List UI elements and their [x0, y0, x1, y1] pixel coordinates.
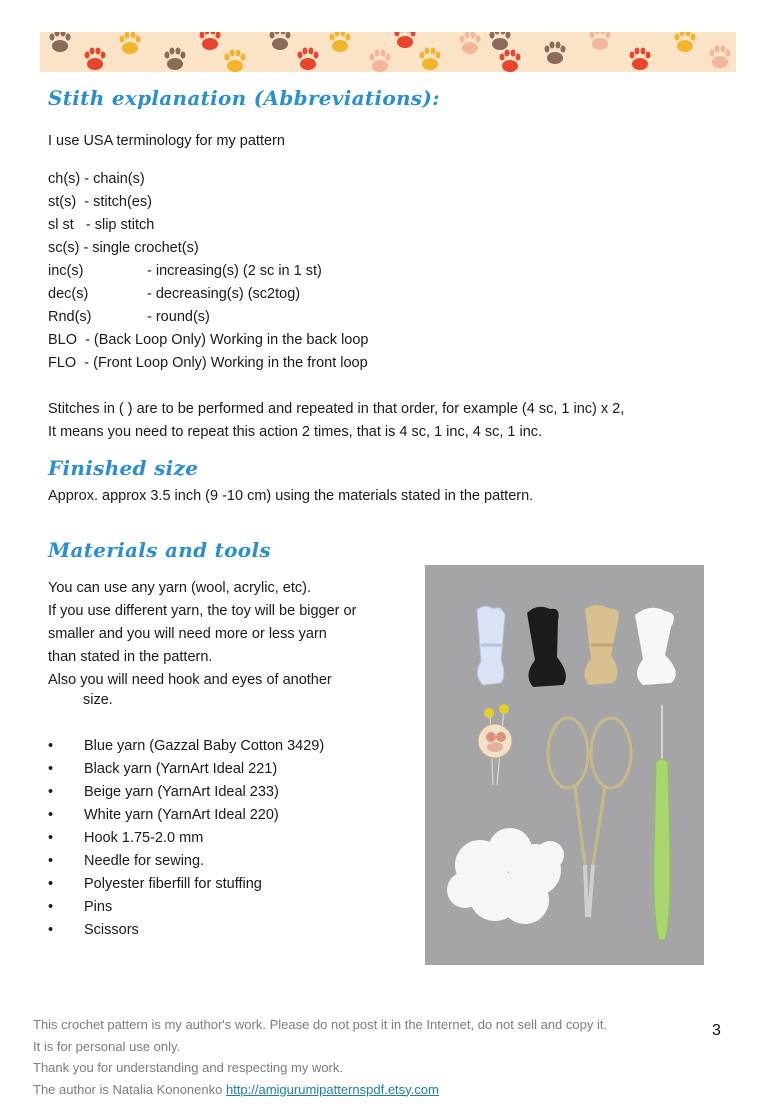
footer-line-1: This crochet pattern is my author's work. Please do not post it in the Internet, do not sell and copy it. — [33, 1017, 608, 1032]
repeat-explanation — [48, 398, 624, 444]
materials-list-item — [48, 781, 324, 804]
materials-intro — [48, 577, 398, 709]
abbr-value: - increasing(s) (2 sc in 1 st) — [147, 263, 322, 279]
repeat-line-2: It means you need to repeat this action 2 times, that is 4 sc, 1 inc, 4 sc, 1 inc. — [48, 424, 543, 440]
materials-list-item — [48, 919, 324, 942]
abbreviation-item — [48, 283, 369, 306]
paw-print-icon — [85, 48, 106, 71]
materials-heading: Materials and tools — [48, 538, 271, 562]
abbr-key: sl st — [48, 217, 74, 233]
abbreviation-list — [48, 168, 369, 375]
abbreviation-item — [48, 352, 369, 375]
paw-print-icon — [298, 48, 319, 71]
blue-yarn-skein — [477, 606, 505, 685]
paw-print-icon — [675, 32, 696, 52]
abbr-key: inc(s) — [48, 263, 84, 279]
footer-line-3: Thank you for understanding and respecting my work. — [33, 1060, 344, 1075]
bullet: • — [48, 830, 54, 846]
crochet-hook — [654, 705, 670, 940]
bullet: • — [48, 807, 54, 823]
paw-print-icon — [370, 50, 391, 73]
page-number: 3 — [712, 1022, 721, 1039]
abbreviation-item — [48, 168, 369, 191]
item-label: Polyester fiberfill for stuffing — [84, 876, 262, 892]
paw-print-icon — [590, 32, 611, 50]
paw-print-icon — [395, 32, 416, 48]
abbr-value: - single crochet(s) — [79, 240, 199, 256]
paw-print-icon — [545, 42, 566, 65]
abbreviation-item — [48, 260, 369, 283]
abbr-key: st(s) — [48, 194, 77, 210]
materials-list-item — [48, 758, 324, 781]
abbr-key: dec(s) — [48, 286, 89, 302]
materials-list-item — [48, 873, 324, 896]
item-label: Needle for sewing. — [84, 853, 205, 869]
materials-list-item — [48, 735, 324, 758]
materials-line: size. — [83, 692, 113, 708]
materials-list-item — [48, 896, 324, 919]
abbreviation-item — [48, 191, 369, 214]
abbr-value: - slip stitch — [73, 217, 155, 233]
abbreviation-item — [48, 329, 369, 352]
abbr-value: - (Back Loop Only) Working in the back loop — [77, 332, 369, 348]
white-yarn-skein — [635, 608, 676, 685]
abbr-value: - decreasing(s) (sc2tog) — [147, 286, 301, 302]
fiberfill-stuffing — [447, 828, 564, 924]
beige-yarn-skein — [584, 605, 618, 685]
paw-print-icon — [500, 50, 521, 73]
paw-print-icon — [270, 32, 291, 50]
abbr-key: BLO — [48, 332, 78, 348]
paw-print-icon — [200, 32, 221, 50]
paw-print-icon — [420, 48, 441, 71]
bullet: • — [48, 738, 54, 754]
pincushion-with-pins — [478, 704, 512, 785]
item-label: White yarn (YarnArt Ideal 220) — [84, 807, 279, 823]
abbr-value: - chain(s) — [80, 171, 145, 187]
paw-print-icon — [330, 32, 351, 52]
abbreviation-item — [48, 214, 369, 237]
abbr-value: - round(s) — [147, 309, 210, 325]
paw-print-icon — [50, 32, 71, 52]
author-text: The author is Natalia Kononenko — [33, 1081, 226, 1097]
item-label: Hook 1.75-2.0 mm — [84, 830, 204, 846]
abbreviation-item — [48, 306, 369, 329]
materials-photo — [425, 565, 704, 965]
paw-print-icon — [225, 50, 246, 73]
finished-size-heading: Finished size — [48, 456, 199, 480]
materials-line: If you use different yarn, the toy will be bigger or — [48, 603, 357, 619]
abbr-value: - (Front Loop Only) Working in the front loop — [76, 355, 368, 371]
repeat-line-1: Stitches in ( ) are to be performed and repeated in that order, for example (4 sc, 1 inc) x 2, — [48, 401, 625, 417]
footer-line-2: It is for personal use only. — [33, 1038, 181, 1054]
paw-print-icon — [630, 48, 651, 71]
materials-line: than stated in the pattern. — [48, 649, 213, 665]
materials-list-item — [48, 804, 324, 827]
abbreviations-heading: Stith explanation (Abbreviations): — [48, 86, 440, 110]
materials-line: Also you will need hook and eyes of another — [48, 672, 332, 688]
scissors — [548, 718, 631, 917]
item-label: Beige yarn (YarnArt Ideal 233) — [84, 784, 279, 800]
paw-print-icon — [165, 48, 186, 71]
abbr-key: Rnd(s) — [48, 309, 92, 325]
item-label: Pins — [84, 899, 113, 915]
paw-print-icon — [710, 46, 731, 69]
materials-list-item — [48, 850, 324, 873]
finished-size-text: Approx. approx 3.5 inch (9 -10 cm) using the materials stated in the pattern. — [48, 488, 534, 504]
paw-print-icon — [120, 32, 141, 54]
item-label: Black yarn (YarnArt Ideal 221) — [84, 761, 278, 777]
paw-print-banner — [40, 32, 736, 72]
copyright-footer — [33, 1014, 607, 1100]
materials-line: smaller and you will need more or less yarn — [48, 626, 327, 642]
bullet: • — [48, 899, 54, 915]
black-yarn-skein — [527, 607, 566, 687]
item-label: Blue yarn (Gazzal Baby Cotton 3429) — [84, 738, 325, 754]
footer-line-4 — [33, 1079, 607, 1101]
materials-list-item — [48, 827, 324, 850]
abbr-value: - stitch(es) — [76, 194, 152, 210]
bullet: • — [48, 853, 54, 869]
terminology-note: I use USA terminology for my pattern — [48, 133, 285, 149]
paw-print-icon — [460, 32, 481, 54]
bullet: • — [48, 876, 54, 892]
bullet: • — [48, 784, 54, 800]
abbr-key: ch(s) — [48, 171, 81, 187]
abbreviation-item — [48, 237, 369, 260]
etsy-shop-link[interactable]: http://amigurumipatternspdf.etsy.com — [225, 1081, 439, 1097]
abbr-key: FLO — [48, 355, 77, 371]
bullet: • — [48, 761, 54, 777]
abbr-key: sc(s) — [48, 240, 80, 256]
materials-list — [48, 735, 324, 942]
item-label: Scissors — [84, 922, 139, 938]
materials-line: You can use any yarn (wool, acrylic, etc). — [48, 580, 312, 596]
bullet: • — [48, 922, 54, 938]
paw-print-icon — [490, 32, 511, 50]
